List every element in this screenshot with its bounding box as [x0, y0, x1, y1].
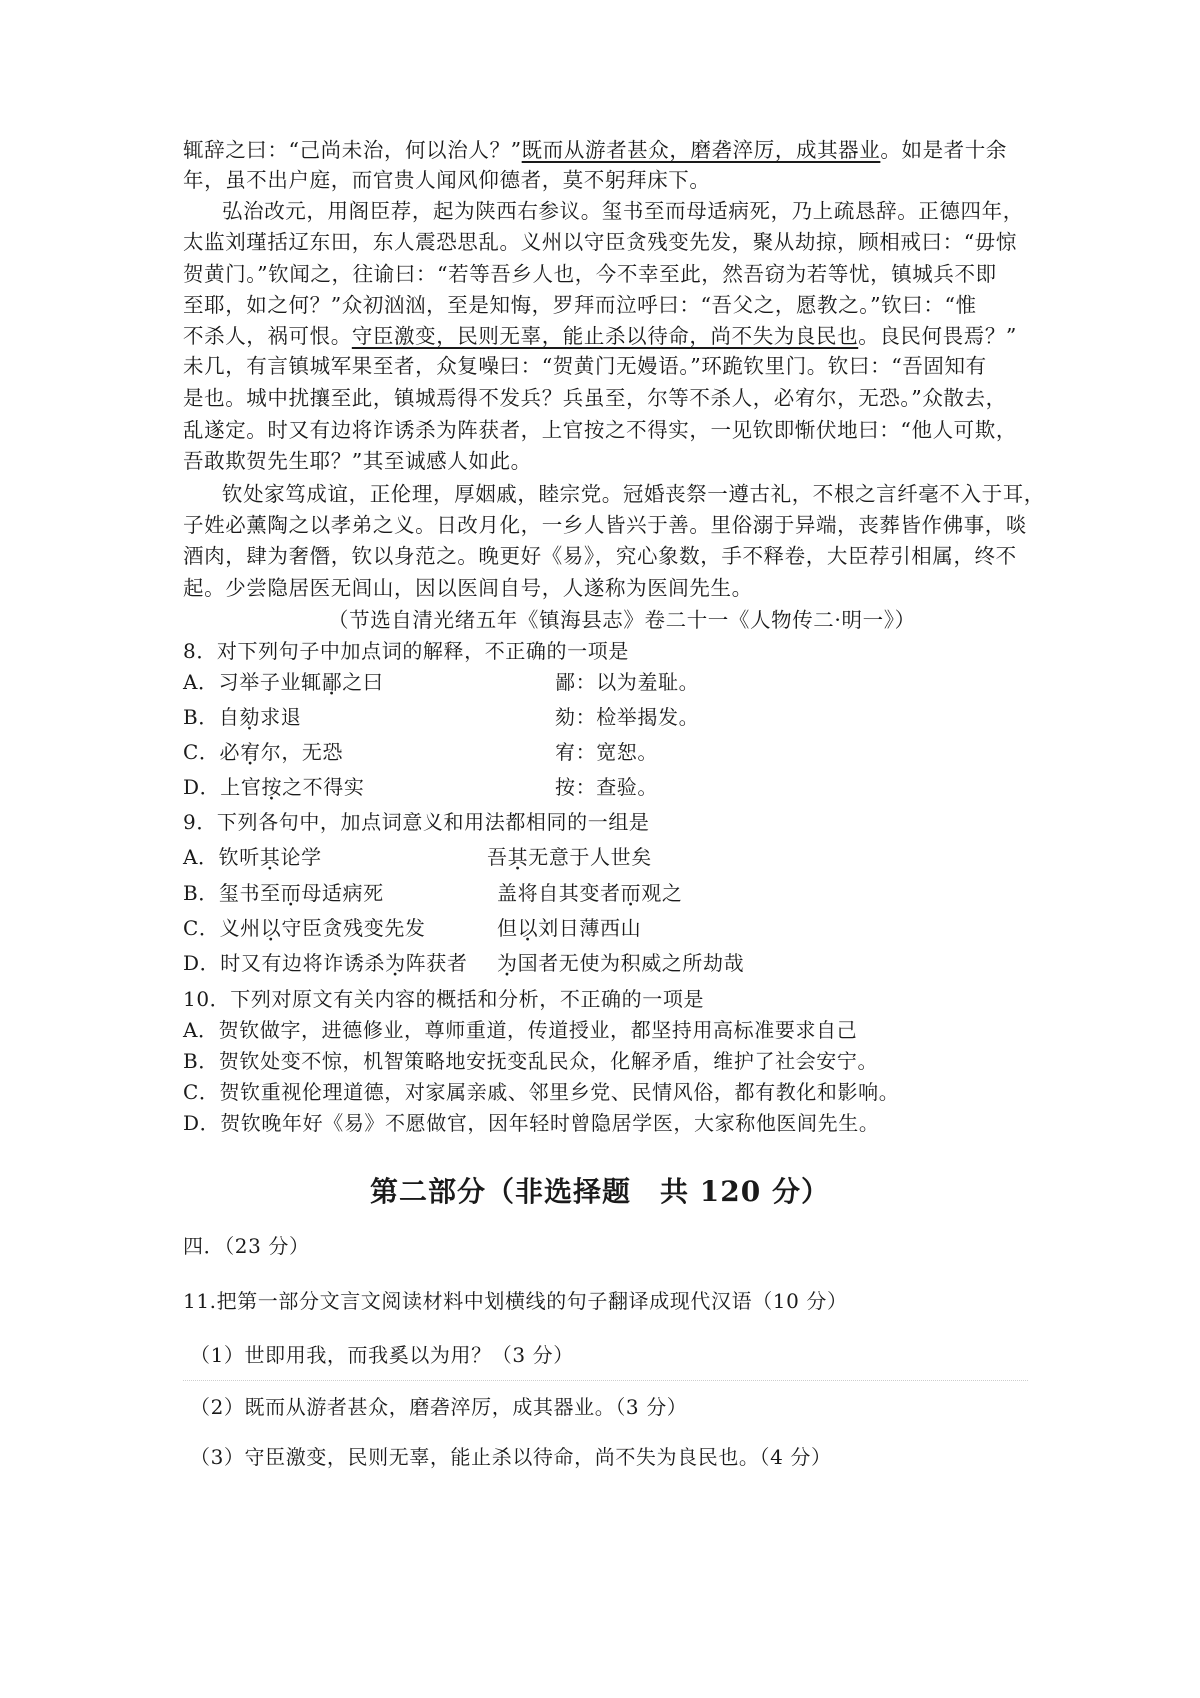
passage-line: 是也。城中扰攘至此，镇城焉得不发兵？兵虽至，尔等不杀人，必宥尔，无恐。”众散去，	[183, 386, 1007, 410]
dotted-word: 鄙	[321, 670, 343, 694]
passage-line: 弘治改元，用阁臣荐，起为陕西右参议。玺书至而母适病死，乃上疏恳辞。正德四年，	[222, 199, 1024, 223]
dotted-word: 为	[497, 951, 518, 975]
dotted-word: 劾	[239, 705, 261, 729]
option-label: D．	[183, 775, 221, 799]
q8-gloss-b: 劾：检举揭发。	[555, 705, 700, 729]
option-label: B．	[183, 705, 219, 729]
q10-option-b: B．贺钦处变不惊，机智策略地安抚变乱民众，化解矛盾，维护了社会安宁。	[183, 1049, 879, 1073]
dotted-word: 为	[385, 951, 406, 975]
q10-option-a: A．贺钦做字，进德修业，尊师重道，传道授业，都坚持用高标准要求自己	[183, 1018, 858, 1042]
q9-option-b-pair	[497, 879, 682, 907]
q8-option-a	[183, 668, 383, 696]
passage-line: 子姓必薰陶之以孝弟之义。日改月化，一乡人皆兴于善。里俗溺于异端，丧葬皆作佛事，啖	[183, 513, 1027, 537]
option-text: 但	[497, 916, 518, 940]
option-text: 吾	[487, 845, 508, 869]
option-text: 自	[218, 705, 240, 729]
passage-text: 。如是者十余	[880, 138, 1007, 162]
section-four-heading: 四．（23 分）	[183, 1234, 310, 1258]
q11-item-1: （1）世即用我，而我奚以为用？（3 分）	[190, 1343, 574, 1367]
option-text: 之不得实	[282, 775, 365, 799]
passage-line: 年，虽不出户庭，而官贵人闻风仰德者，莫不躬拜床下。	[183, 168, 711, 192]
passage-line: 贺黄门。”钦闻之，往谕曰：“若等吾乡人也，今不幸至此，然吾窃为若等忧，镇城兵不即	[183, 262, 997, 286]
q8-gloss-a: 鄙：以为羞耻。	[555, 670, 700, 694]
passage-line: 钦处家笃成谊，正伦理，厚姻戚，睦宗党。冠婚丧祭一遵古礼，不根之言纤毫不入于耳，	[222, 482, 1045, 506]
q8-option-b	[183, 703, 301, 731]
q9-option-b	[183, 879, 384, 907]
option-text: 阵获者	[405, 951, 468, 975]
option-label: D．	[183, 951, 221, 975]
dotted-word: 以	[260, 916, 282, 940]
dotted-word: 按	[261, 775, 283, 799]
dotted-word: 其	[259, 845, 281, 869]
q8-gloss-c: 宥：宽恕。	[555, 740, 658, 764]
dotted-word: 以	[517, 916, 539, 940]
passage-line: 至耶，如之何？”众初汹汹，至是知悔，罗拜而泣呼曰：“吾父之，愿教之。”钦曰：“惟	[183, 293, 977, 317]
q9-option-c-pair	[497, 914, 641, 942]
option-text: 无意于人世矣	[528, 845, 652, 869]
option-text: 习举子业辄	[218, 670, 322, 694]
dotted-word: 其	[507, 845, 529, 869]
question-11-stem: 11.把第一部分文言文阅读材料中划横线的句子翻译成现代汉语（10 分）	[183, 1289, 848, 1313]
option-text: 母适病死	[301, 881, 384, 905]
option-label: B．	[183, 881, 219, 905]
question-8-stem: 8．对下列句子中加点词的解释，不正确的一项是	[183, 639, 629, 663]
passage-text: 不杀人，祸可恨。	[183, 324, 352, 348]
passage-line: 乱遂定。时又有边将诈诱杀为阵获者，上官按之不得实，一见钦即惭伏地曰：“他人可欺，	[183, 418, 1017, 442]
q11-item-2: （2）既而从游者甚众，磨砻淬厉，成其器业。（3 分）	[190, 1395, 688, 1419]
option-label: C．	[183, 916, 220, 940]
q9-option-a	[183, 843, 322, 871]
q9-option-d	[183, 949, 467, 977]
q10-option-d: D．贺钦晚年好《易》不愿做官，因年轻时曾隐居学医，大家称他医闾先生。	[183, 1111, 880, 1135]
option-text: 义州	[219, 916, 261, 940]
q8-option-d	[183, 773, 364, 801]
passage-line: 起。少尝隐居医无闾山，因以医闾自号，人遂称为医闾先生。	[183, 576, 753, 600]
part-two-title: 第二部分（非选择题 共 120 分）	[370, 1175, 830, 1208]
option-text: 守臣贪残变先发	[281, 916, 426, 940]
passage-source: （节选自清光绪五年《镇海县志》卷二十一《人物传二·明一》）	[328, 608, 916, 632]
dotted-word: 宥	[240, 740, 261, 764]
underlined-sentence: 守臣激变，民则无辜，能止杀以待命，尚不失为良民也	[351, 324, 859, 348]
question-9-stem: 9．下列各句中，加点词意义和用法都相同的一组是	[183, 810, 650, 834]
q11-item-3: （3）守臣激变，民则无辜，能止杀以待命，尚不失为良民也。（4 分）	[190, 1445, 832, 1469]
q10-option-c: C．贺钦重视伦理道德，对家属亲戚、邻里乡党、民情风俗，都有教化和影响。	[183, 1080, 900, 1104]
option-text: 论学	[280, 845, 322, 869]
passage-line: 未几，有言镇城军果至者，众复噪曰：“贺黄门无嫚语。”环跪钦里门。钦曰：“吾固知有	[183, 354, 987, 378]
q9-option-d-pair	[497, 949, 744, 977]
passage-text: 辄辞之曰：“己尚未治，何以治人？”	[183, 138, 522, 162]
underlined-sentence: 既而从游者甚众，磨砻淬厉，成其器业	[521, 138, 881, 162]
option-text: 钦听	[218, 845, 260, 869]
answer-line	[183, 1380, 1028, 1381]
option-text: 尔，无恐	[260, 740, 344, 764]
passage-line	[183, 322, 1028, 350]
passage-line: 吾敢欺贺先生耶？”其至诚感人如此。	[183, 449, 532, 473]
dotted-word: 而	[280, 881, 302, 905]
passage-text: 。良民何畏焉？”	[858, 324, 1017, 348]
option-text: 必	[219, 740, 241, 764]
q8-option-c	[183, 738, 343, 766]
option-label: A．	[183, 845, 219, 869]
option-text: 上官	[220, 775, 262, 799]
option-text: 求退	[260, 705, 302, 729]
option-text: 之曰	[342, 670, 384, 694]
q9-option-c	[183, 914, 426, 942]
q9-option-a-pair	[487, 843, 652, 871]
question-10-stem: 10．下列对原文有关内容的概括和分析，不正确的一项是	[183, 987, 705, 1011]
passage-line: 酒肉，肆为奢僭，钦以身范之。晚更好《易》，究心象数，手不释卷，大臣荐引相属，终不	[183, 544, 1017, 568]
option-label: A．	[183, 670, 219, 694]
option-text: 国者无使为积威之所劫哉	[517, 951, 745, 975]
option-text: 观之	[641, 881, 683, 905]
option-label: C．	[183, 740, 220, 764]
dotted-word: 而	[620, 881, 642, 905]
option-text: 刘日薄西山	[538, 916, 642, 940]
option-text: 玺书至	[218, 881, 281, 905]
passage-line: 太监刘瑾括辽东田，东人震恐思乱。义州以守臣贪残变先发，聚从劫掠，顾相戒曰：“毋惊	[183, 230, 1017, 254]
passage-line	[183, 136, 1028, 164]
option-text: 盖将自其变者	[497, 881, 621, 905]
option-text: 时又有边将诈诱杀	[220, 951, 386, 975]
q8-gloss-d: 按：查验。	[555, 775, 658, 799]
